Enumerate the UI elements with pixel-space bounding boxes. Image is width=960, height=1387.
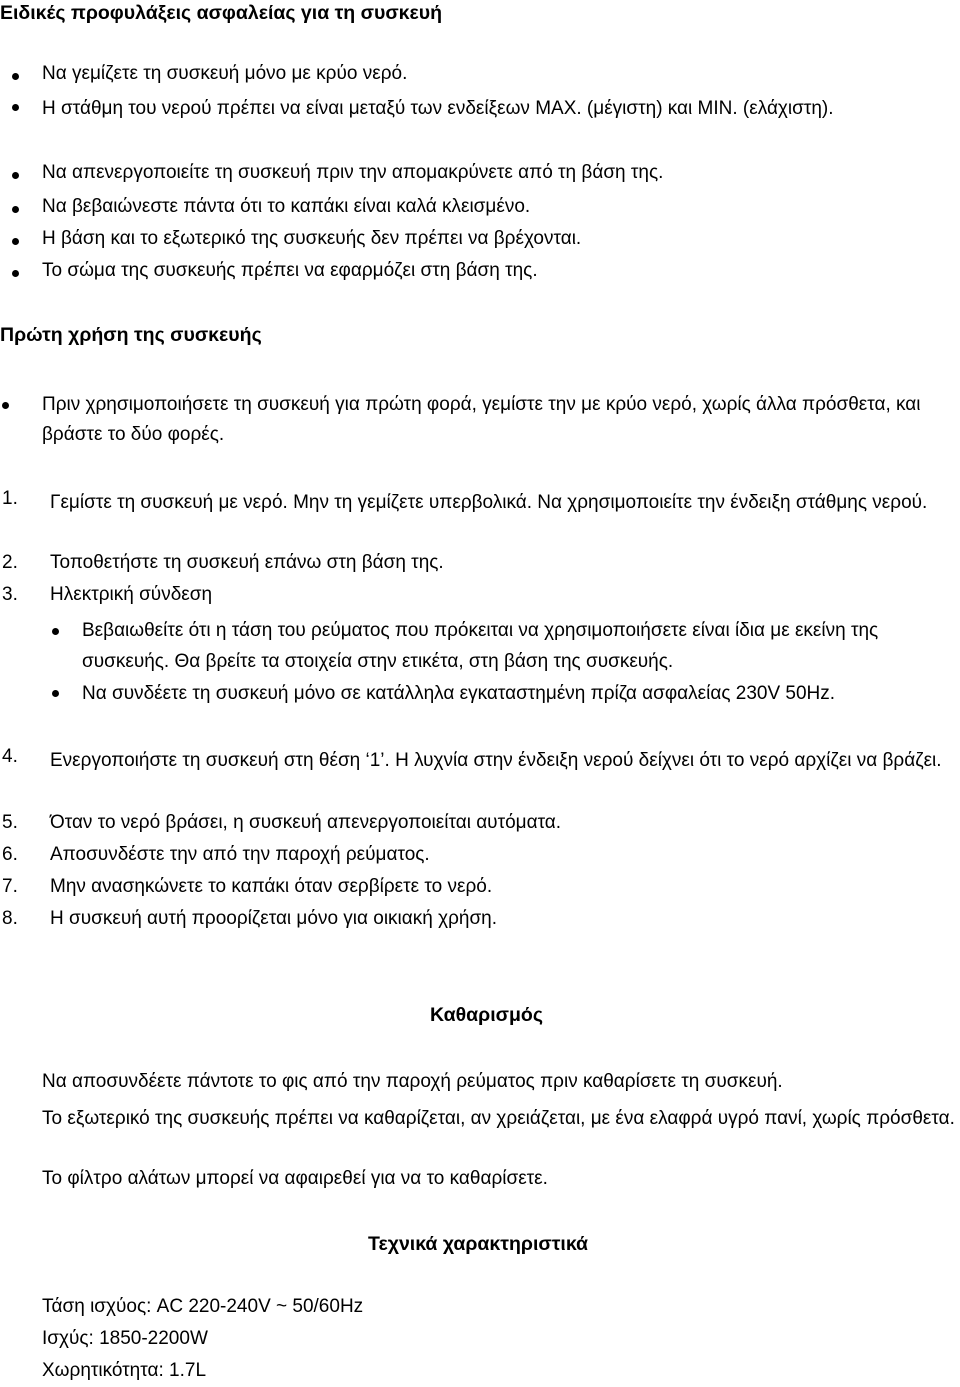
spec-line: Ισχύς: 1850-2200W xyxy=(42,1328,208,1349)
step-number: 4. xyxy=(2,746,18,767)
precautions-title: Ειδικές προφυλάξεις ασφαλείας για τη συσκευή xyxy=(0,2,443,24)
cleaning-paragraph: Να αποσυνδέετε πάντοτε το φις από την παροχή ρεύματος πριν καθαρίσετε τη συσκευή. xyxy=(42,1071,783,1092)
step3-bullet-text: Βεβαιωθείτε ότι η τάση του ρεύματος που πρόκειται να χρησιμοποιήσετε είναι ίδια με εκείνη της συσκευής. Θα βρείτε τα στοιχεία στην ετικέτα, στη βάση της συσκευής. xyxy=(82,620,879,672)
first-use-title: Πρώτη χρήση της συσκευής xyxy=(0,324,262,346)
step-number: 8. xyxy=(2,908,18,929)
bullet-icon xyxy=(12,206,19,213)
step-number: 1. xyxy=(2,488,18,509)
step-text-content: Γεμίστε τη συσκευή με νερό. Μην τη γεμίζετε υπερβολικά. Να χρησιμοποιείτε την ένδειξη στάθμης νερού. xyxy=(50,492,928,513)
specs-title: Τεχνικά χαρακτηριστικά xyxy=(368,1233,589,1255)
step-text: Η συσκευή αυτή προορίζεται μόνο για οικιακή χρήση. xyxy=(50,908,498,929)
step-text: Μην ανασηκώνετε το καπάκι όταν σερβίρετε το νερό. xyxy=(50,876,493,897)
precautions-item: Να βεβαιώνεστε πάντα ότι το καπάκι είναι καλά κλεισμένο. xyxy=(42,196,531,217)
bullet-icon xyxy=(12,238,19,245)
step-number: 3. xyxy=(2,584,18,605)
step-number: 6. xyxy=(2,844,18,865)
precautions-item: Η στάθμη του νερού πρέπει να είναι μεταξύ των ενδείξεων MAX. (μέγιστη) και MIN. (ελάχιστη). xyxy=(42,98,834,119)
step-text xyxy=(50,488,956,517)
step-number: 2. xyxy=(2,552,18,573)
step3-bullet xyxy=(82,615,956,677)
cleaning-paragraph: Το φίλτρο αλάτων μπορεί να αφαιρεθεί για να το καθαρίσετε. xyxy=(42,1168,548,1189)
step-number: 5. xyxy=(2,812,18,833)
spec-line: Χωρητικότητα: 1.7L xyxy=(42,1360,207,1381)
cleaning-title: Καθαρισμός xyxy=(430,1004,543,1026)
precautions-item: Να απενεργοποιείτε τη συσκευή πριν την απομακρύνετε από τη βάση της. xyxy=(42,162,664,183)
bullet-icon xyxy=(52,628,59,635)
precautions-item: Το σώμα της συσκευής πρέπει να εφαρμόζει στη βάση της. xyxy=(42,260,538,281)
step3-bullet-text: Να συνδέετε τη συσκευή μόνο σε κατάλληλα εγκαταστημένη πρίζα ασφαλείας 230V 50Hz. xyxy=(82,683,836,704)
precautions-item: Η βάση και το εξωτερικό της συσκευής δεν πρέπει να βρέχονται. xyxy=(42,228,582,249)
step-text: Όταν το νερό βράσει, η συσκευή απενεργοποιείται αυτόματα. xyxy=(50,812,562,833)
bullet-icon xyxy=(12,270,19,277)
precautions-item: Να γεμίζετε τη συσκευή μόνο με κρύο νερό. xyxy=(42,63,408,84)
step-number: 7. xyxy=(2,876,18,897)
step3-bullet xyxy=(82,678,956,709)
bullet-icon xyxy=(12,73,19,80)
step-text: Τοποθετήστε τη συσκευή επάνω στη βάση της. xyxy=(50,552,444,573)
step-text: Ενεργοποιήστε τη συσκευή στη θέση ‘1’. Η λυχνία στην ένδειξη νερού δείχνει ότι το νερό αρχίζει να βράζει. xyxy=(50,750,942,771)
bullet-icon xyxy=(12,104,19,111)
bullet-icon xyxy=(12,172,19,179)
cleaning-paragraph: Το εξωτερικό της συσκευής πρέπει να καθαρίζεται, αν χρειάζεται, με ένα ελαφρά υγρό πανί, χωρίς πρόσθετα. xyxy=(42,1108,955,1129)
step-text: Ηλεκτρική σύνδεση xyxy=(50,584,213,605)
bullet-icon xyxy=(2,402,9,409)
step-text: Αποσυνδέστε την από την παροχή ρεύματος. xyxy=(50,844,430,865)
first-use-intro: Πριν χρησιμοποιήσετε τη συσκευή για πρώτη φορά, γεμίστε την με κρύο νερό, χωρίς άλλα πρόσθετα, και βράστε το δύο φορές. xyxy=(42,394,921,445)
bullet-icon xyxy=(52,690,59,697)
spec-line: Τάση ισχύος: AC 220-240V ~ 50/60Hz xyxy=(42,1296,364,1317)
